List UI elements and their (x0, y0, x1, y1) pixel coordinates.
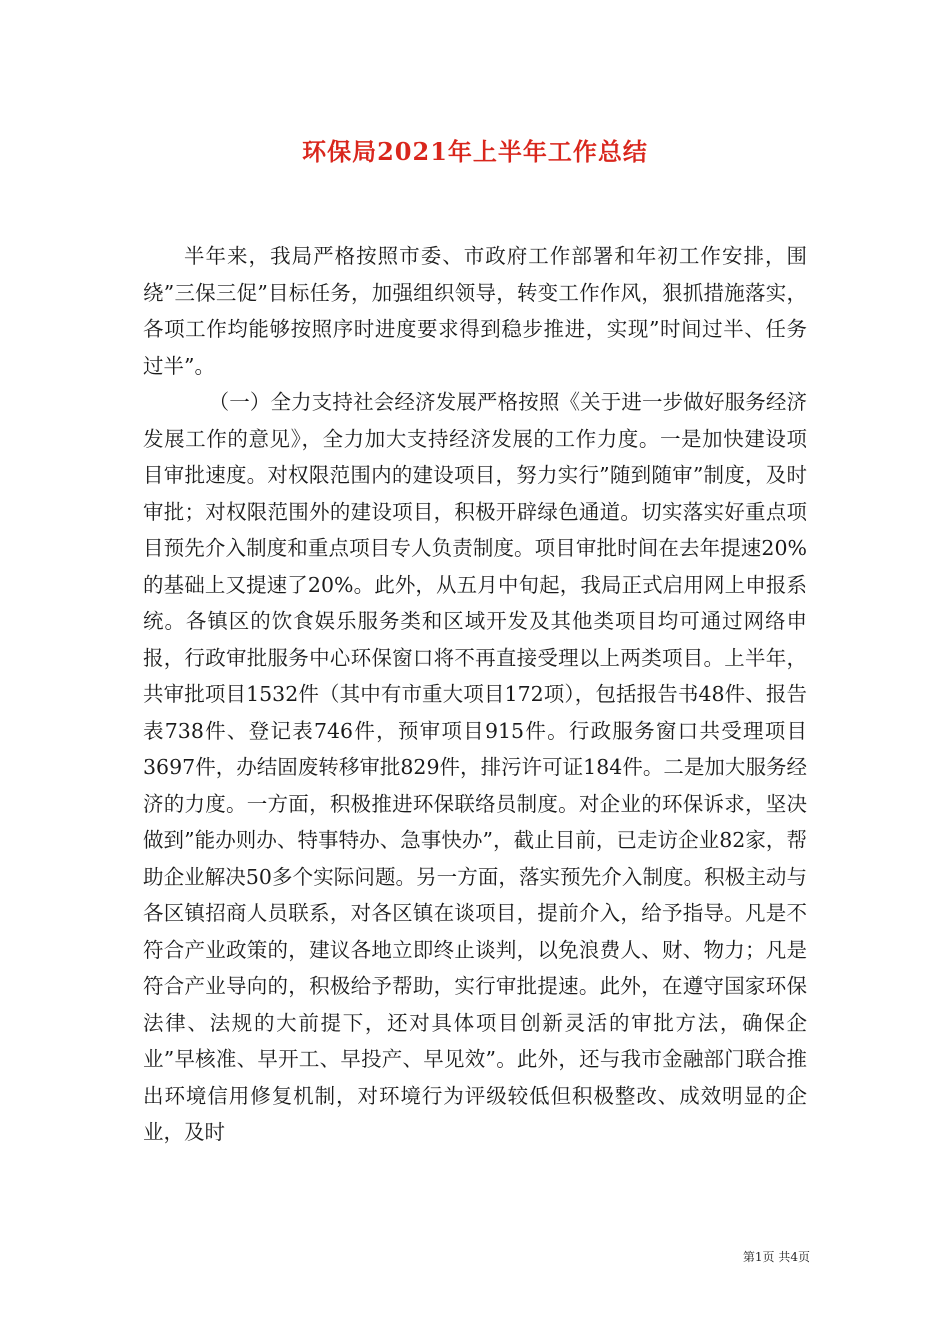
paragraph-section-1: （一）全力支持社会经济发展严格按照《关于进一步做好服务经济发展工作的意见》，全力加大支持经济发展的工作力度。一是加快建设项目审批速度。对权限范围内的建设项目，努力实行”随到随审”制度，及时审批；对权限范围外的建设项目，积极开辟绿色通道。切实落实好重点项目预先介入制度和重点项目专人负责制度。项目审批时间在去年提速20%的基础上又提速了20%。此外，从五月中旬起，我局正式启用网上申报系统。各镇区的饮食娱乐服务类和区域开发及其他类项目均可通过网络申报，行政审批服务中心环保窗口将不再直接受理以上两类项目。上半年，共审批项目1532件（其中有市重大项目172项），包括报告书48件、报告表738件、登记表746件，预审项目915件。行政服务窗口共受理项目3697件，办结固废转移审批829件，排污许可证184件。二是加大服务经济的力度。一方面，积极推进环保联络员制度。对企业的环保诉求，坚决做到”能办则办、特事特办、急事快办”，截止目前，已走访企业82家，帮助企业解决50多个实际问题。另一方面，落实预先介入制度。积极主动与各区镇招商人员联系，对各区镇在谈项目，提前介入，给予指导。凡是不符合产业政策的，建议各地立即终止谈判，以免浪费人、财、物力；凡是符合产业导向的，积极给予帮助，实行审批提速。此外，在遵守国家环保法律、法规的大前提下，还对具体项目创新灵活的审批方法，确保企业”早核准、早开工、早投产、早见效”。此外，还与我市金融部门联合推出环境信用修复机制，对环境行为评级较低但积极整改、成效明显的企业，及时 (143, 390, 807, 1144)
document-body (143, 238, 807, 1151)
document-title: 环保局2021年上半年工作总结 (302, 137, 648, 166)
page-number: 第1页 共4页 (742, 1250, 810, 1264)
paragraph-intro: 半年来，我局严格按照市委、市政府工作部署和年初工作安排，围绕”三保三促”目标任务，加强组织领导，转变工作作风，狠抓措施落实，各项工作均能够按照序时进度要求得到稳步推进，实现”时间过半、任务过半”。 (143, 244, 807, 378)
